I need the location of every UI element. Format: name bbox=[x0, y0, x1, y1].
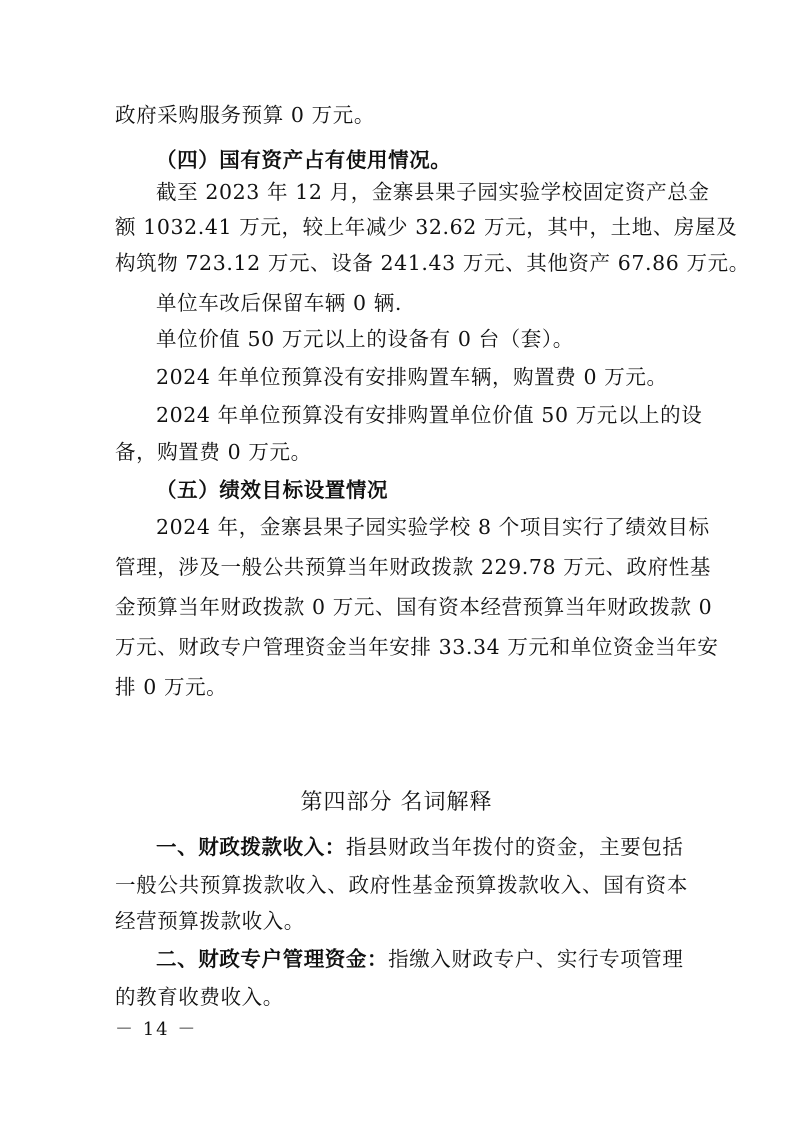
text-line: 政府采购服务预算 0 万元。 bbox=[115, 103, 375, 127]
glossary-definition: 指县财政当年拨付的资金，主要包括 bbox=[345, 835, 684, 859]
text-line: 2024 年单位预算没有安排购置单位价值 50 万元以上的设 bbox=[156, 403, 703, 427]
text-line: 的教育收费收入。 bbox=[115, 985, 284, 1009]
text-line: 单位车改后保留车辆 0 辆. bbox=[156, 291, 402, 315]
part-title: 第四部分 名词解释 bbox=[300, 790, 493, 815]
text-line: 2024 年单位预算没有安排购置车辆，购置费 0 万元。 bbox=[156, 365, 668, 389]
text-line: 管理，涉及一般公共预算当年财政拨款 229.78 万元、政府性基 bbox=[115, 555, 711, 579]
section-heading-performance: （五）绩效目标设置情况 bbox=[156, 478, 389, 502]
text-line: 备，购置费 0 万元。 bbox=[115, 440, 312, 464]
section-heading-assets: （四）国有资产占有使用情况。 bbox=[156, 148, 452, 172]
text-line: 金预算当年财政拨款 0 万元、国有资本经营预算当年财政拨款 0 bbox=[115, 595, 713, 619]
text-line: 单位价值 50 万元以上的设备有 0 台（套）。 bbox=[156, 327, 574, 351]
text-line: 截至 2023 年 12 月，金寨县果子园实验学校固定资产总金 bbox=[156, 180, 710, 204]
glossary-definition: 指缴入财政专户、实行专项管理 bbox=[388, 947, 684, 971]
text-line: 额 1032.41 万元，较上年减少 32.62 万元，其中，土地、房屋及 bbox=[115, 215, 738, 239]
text-line: 排 0 万元。 bbox=[115, 675, 228, 699]
text-line: 万元、财政专户管理资金当年安排 33.34 万元和单位资金当年安 bbox=[115, 635, 719, 659]
page-number: － 14 － bbox=[115, 1019, 198, 1040]
glossary-item-2 bbox=[156, 946, 684, 972]
text-line: 经营预算拨款收入。 bbox=[115, 909, 305, 933]
glossary-term: 一、财政拨款收入： bbox=[156, 835, 346, 859]
text-line: 构筑物 723.12 万元、设备 241.43 万元、其他资产 67.86 万元。 bbox=[115, 251, 750, 275]
text-line: 2024 年，金寨县果子园实验学校 8 个项目实行了绩效目标 bbox=[156, 515, 710, 539]
glossary-item-1 bbox=[156, 834, 684, 860]
text-line: 一般公共预算拨款收入、政府性基金预算拨款收入、国有资本 bbox=[115, 873, 688, 897]
glossary-term: 二、财政专户管理资金： bbox=[156, 947, 389, 971]
